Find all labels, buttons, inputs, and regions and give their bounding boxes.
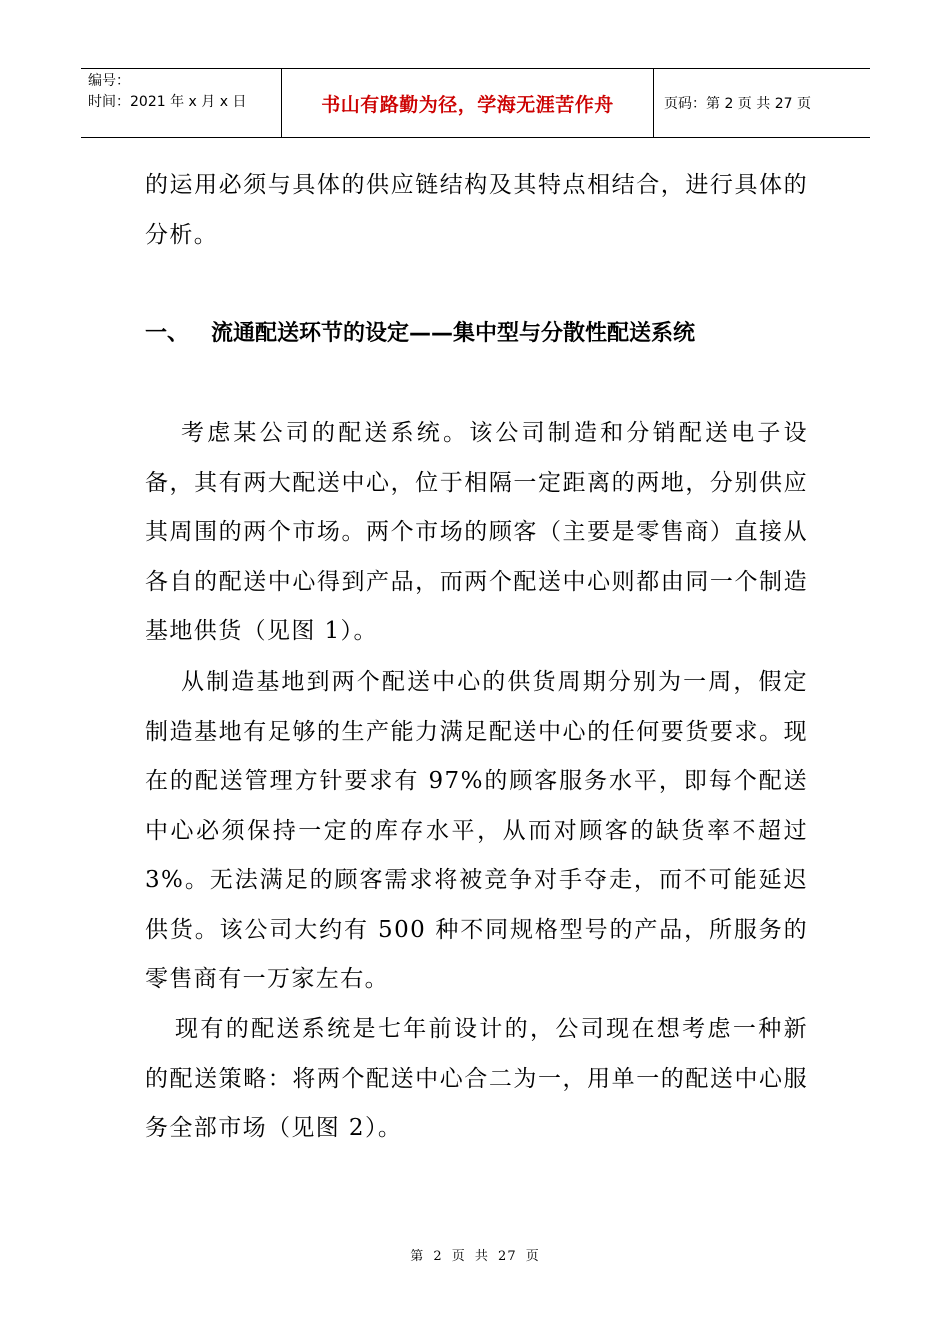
- page-footer: 第 2 页 共 27 页: [410, 1249, 540, 1264]
- paragraph-new-strategy: 现有的配送系统是七年前设计的，公司现在想考虑一种新的配送策略：将两个配送中心合二为一，用单一的配送中心服务全部市场（见图 2）。: [145, 1016, 808, 1141]
- header-meta: [81, 69, 282, 137]
- section-number: 一、: [145, 321, 190, 346]
- header-motto: 书山有路勤为径，学海无涯苦作舟: [282, 69, 654, 137]
- section-heading: [145, 309, 825, 359]
- page-header: [81, 68, 870, 138]
- section-title: 流通配送环节的设定——集中型与分散性配送系统: [211, 321, 696, 346]
- paragraph-distribution-system: 考虑某公司的配送系统。该公司制造和分销配送电子设备，其有两大配送中心，位于相隔一定距离的两地，分别供应其周围的两个市场。两个市场的顾客（主要是零售商）直接从各自的配送中心得到产品，而两个配送中心则都由同一个制造基地供货（见图 1）。: [145, 420, 808, 644]
- document-time: 时间：2021 年 x 月 x 日: [88, 94, 247, 110]
- paragraph-supply-cycle: 从制造基地到两个配送中心的供货周期分别为一周，假定制造基地有足够的生产能力满足配送中心的任何要货要求。现在的配送管理方针要求有 97%的顾客服务水平，即每个配送中心必须保持一定的库存水平，从而对顾客的缺货率不超过 3%。无法满足的顾客需求将被竞争对手夺走，而不可能延迟供货。该公司大约有 500 种不同规格型号的产品，所服务的零售商有一万家左右。: [145, 669, 808, 992]
- document-number-label: 编号：: [88, 73, 130, 89]
- header-page-info: 页码：第 2 页 共 27 页: [664, 96, 811, 112]
- paragraph-continuation: 的运用必须与具体的供应链结构及其特点相结合，进行具体的分析。: [145, 172, 808, 248]
